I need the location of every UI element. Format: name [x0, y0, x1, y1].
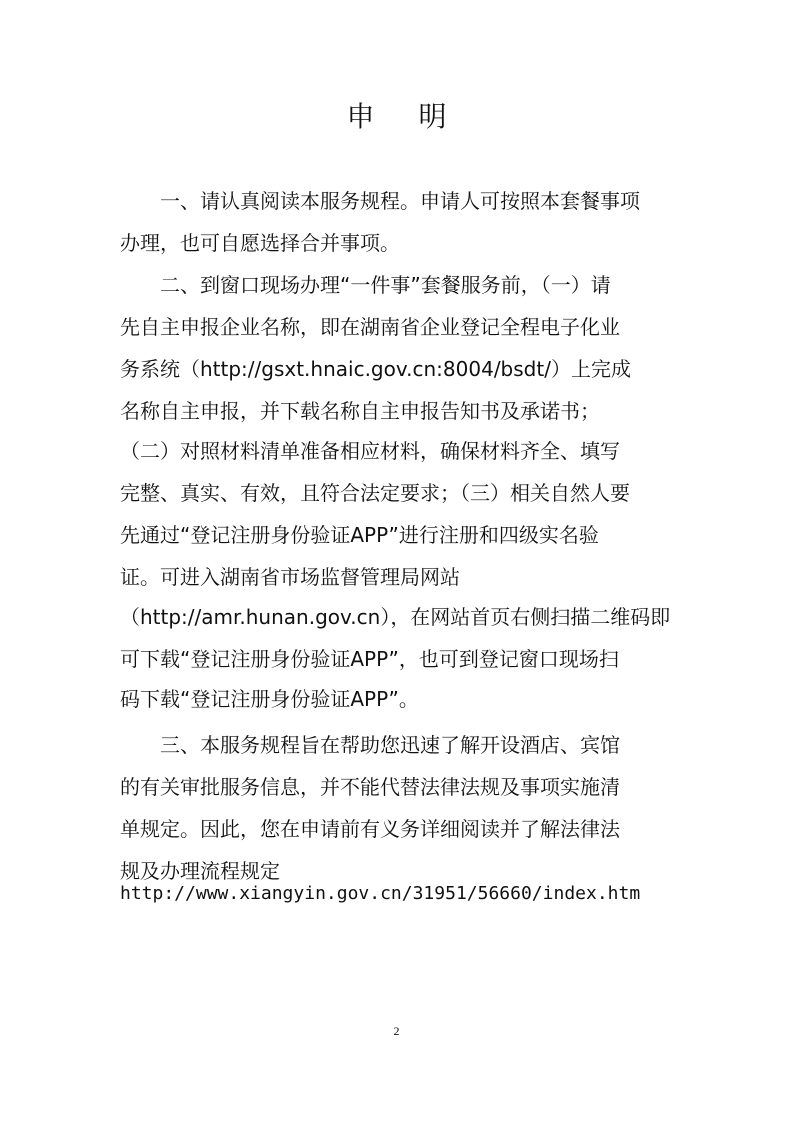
- paragraph-3-line-1: 三、本服务规程旨在帮助您迅速了解开设酒店、宾馆: [160, 733, 620, 757]
- paragraph-2-line-3: 务系统（http://gsxt.hnaic.gov.cn:8004/bsdt/）上完成: [120, 357, 631, 381]
- paragraph-2-line-9: （http://amr.hunan.gov.cn），在网站首页右侧扫描二维码即: [120, 605, 671, 629]
- paragraph-2-line-8: 证。可进入湖南省市场监督管理局网站: [120, 565, 460, 589]
- paragraph-2-line-11: 码下载“登记注册身份验证APP”。: [120, 687, 419, 711]
- paragraph-2-line-10: 可下载“登记注册身份验证APP”，也可到登记窗口现场扫: [120, 647, 619, 671]
- paragraph-1-line-1: 一、请认真阅读本服务规程。申请人可按照本套餐事项: [160, 189, 640, 213]
- page-title: 申明: [346, 100, 491, 133]
- paragraph-3-line-2: 的有关审批服务信息，并不能代替法律法规及事项实施清: [120, 775, 620, 799]
- paragraph-3-line-4: 规及办理流程规定: [120, 859, 280, 883]
- reference-url: http://www.xiangyin.gov.cn/31951/56660/index.htm: [120, 883, 641, 904]
- paragraph-2-line-1: 二、到窗口现场办理“一件事”套餐服务前，（一）请: [160, 273, 611, 297]
- paragraph-2-line-2: 先自主申报企业名称，即在湖南省企业登记全程电子化业: [120, 315, 620, 339]
- paragraph-2-line-6: 完整、真实、有效，且符合法定要求；（三）相关自然人要: [120, 481, 630, 505]
- paragraph-1-line-2: 办理，也可自愿选择合并事项。: [120, 231, 400, 255]
- paragraph-3-line-3: 单规定。因此，您在申请前有义务详细阅读并了解法律法: [120, 817, 620, 841]
- paragraph-2-line-4: 名称自主申报，并下载名称自主申报告知书及承诺书；: [120, 399, 600, 423]
- paragraph-2-line-5: （二）对照材料清单准备相应材料，确保材料齐全、填写: [120, 439, 620, 463]
- page-number: 2: [393, 1024, 400, 1038]
- paragraph-2-line-7: 先通过“登记注册身份验证APP”进行注册和四级实名验: [120, 523, 599, 547]
